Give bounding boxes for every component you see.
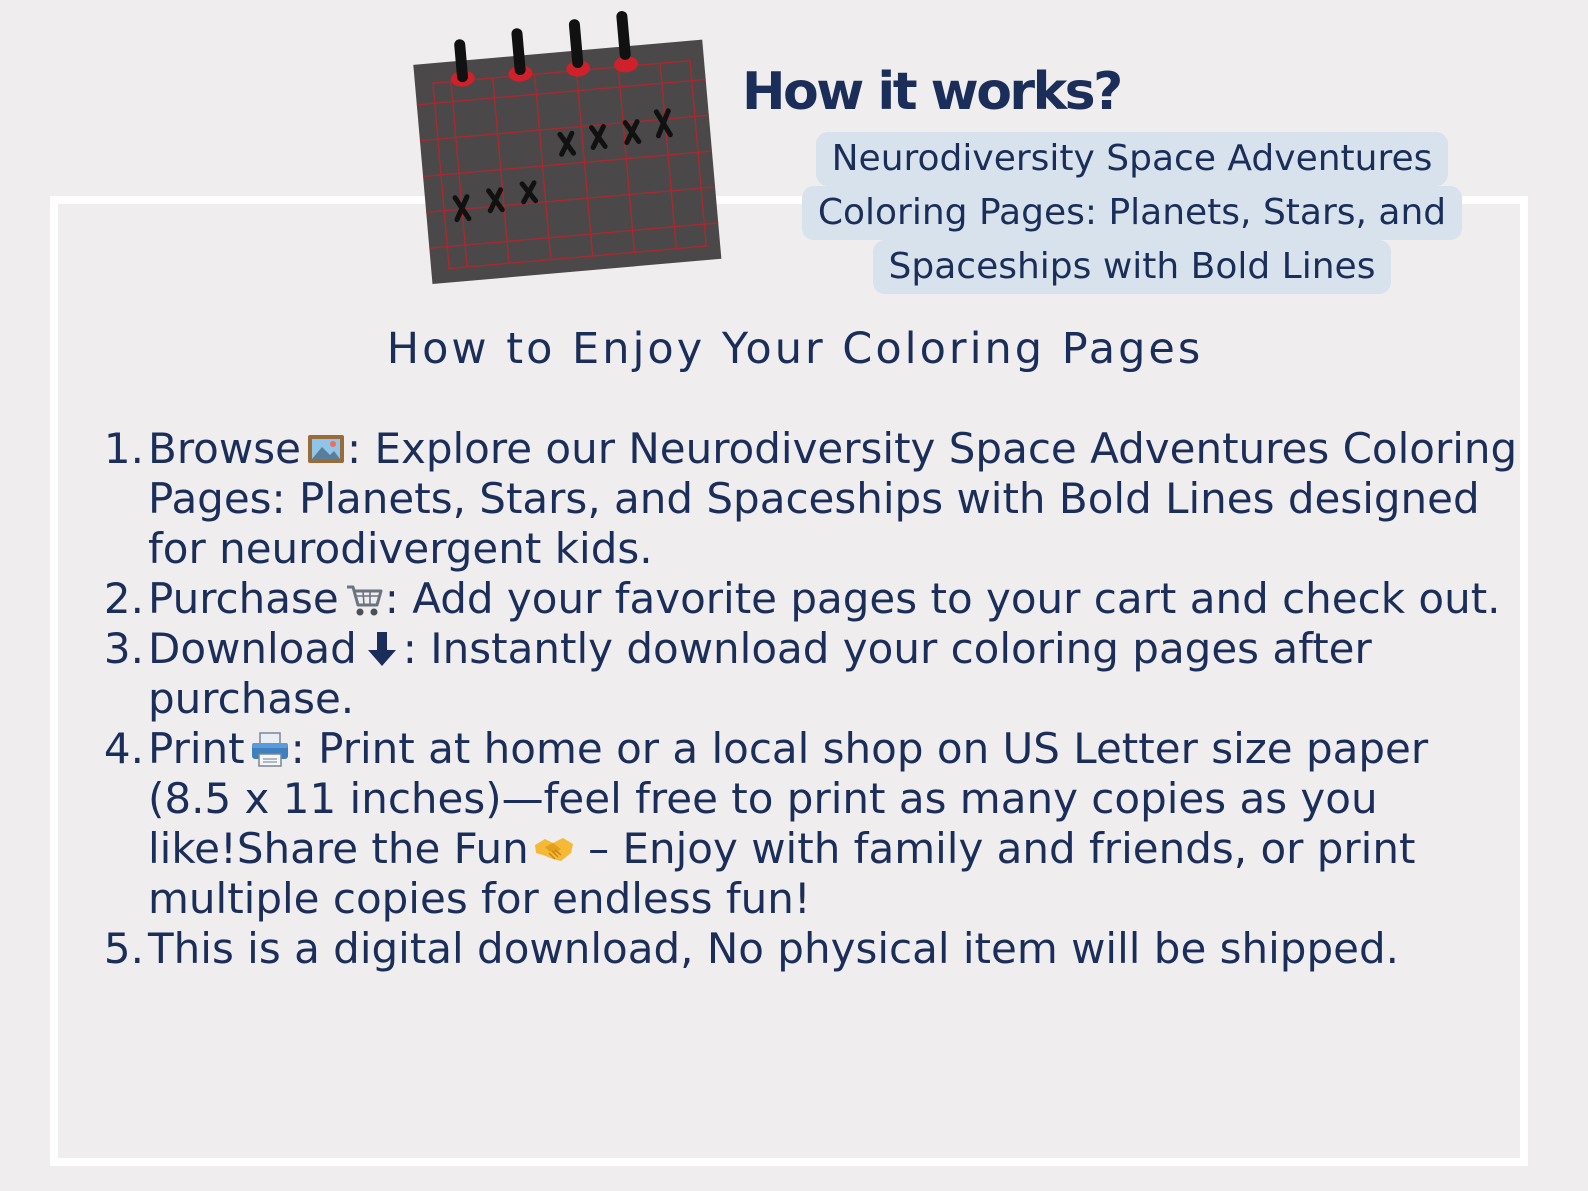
calendar-illustration — [400, 8, 730, 288]
step-text: : Explore our Neurodiversity Space Adventures Coloring Pages: Planets, Stars, and Spaceships with Bold Lines designed for neurodivergent kids. — [148, 424, 1518, 573]
list-item — [100, 724, 1520, 924]
step-text: : Print at home or a local shop on US Letter size paper (8.5 x 11 inches)—feel free to print as many copies as you like!Share the Fun — [148, 724, 1429, 873]
list-item — [100, 574, 1520, 624]
product-subtitle — [742, 132, 1522, 294]
step-label: Browse — [148, 424, 301, 473]
step-label: Download — [148, 624, 357, 673]
list-item — [100, 924, 1520, 974]
step-label: Print — [148, 724, 245, 773]
subtitle-line: Coloring Pages: Planets, Stars, and — [802, 186, 1462, 240]
printer-icon — [249, 729, 291, 769]
list-item — [100, 424, 1520, 574]
handshake-icon — [533, 829, 575, 869]
calendar-icon — [400, 8, 730, 288]
page-title: How it works? — [742, 62, 1121, 122]
step-number: 3. — [103, 624, 144, 673]
step-text: : Instantly download your coloring pages after purchase. — [148, 624, 1372, 723]
subtitle-line: Spaceships with Bold Lines — [873, 240, 1392, 294]
steps-list — [100, 424, 1520, 974]
subtitle-line: Neurodiversity Space Adventures — [816, 132, 1449, 186]
step-number: 2. — [103, 574, 144, 623]
step-number: 1. — [103, 424, 144, 473]
step-text: – Enjoy with family and friends, or print multiple copies for endless fun! — [148, 824, 1416, 923]
step-label: Purchase — [148, 574, 339, 623]
list-item — [100, 624, 1520, 724]
shopping-cart-icon — [343, 579, 385, 619]
step-text: : Add your favorite pages to your cart and check out. — [384, 574, 1501, 623]
step-number: 4. — [103, 724, 144, 773]
framed-picture-icon — [305, 429, 347, 469]
step-text: This is a digital download, No physical item will be shipped. — [148, 924, 1399, 973]
step-number: 5. — [103, 924, 144, 973]
section-heading: How to Enjoy Your Coloring Pages — [386, 324, 1204, 374]
down-arrow-icon — [361, 629, 403, 669]
